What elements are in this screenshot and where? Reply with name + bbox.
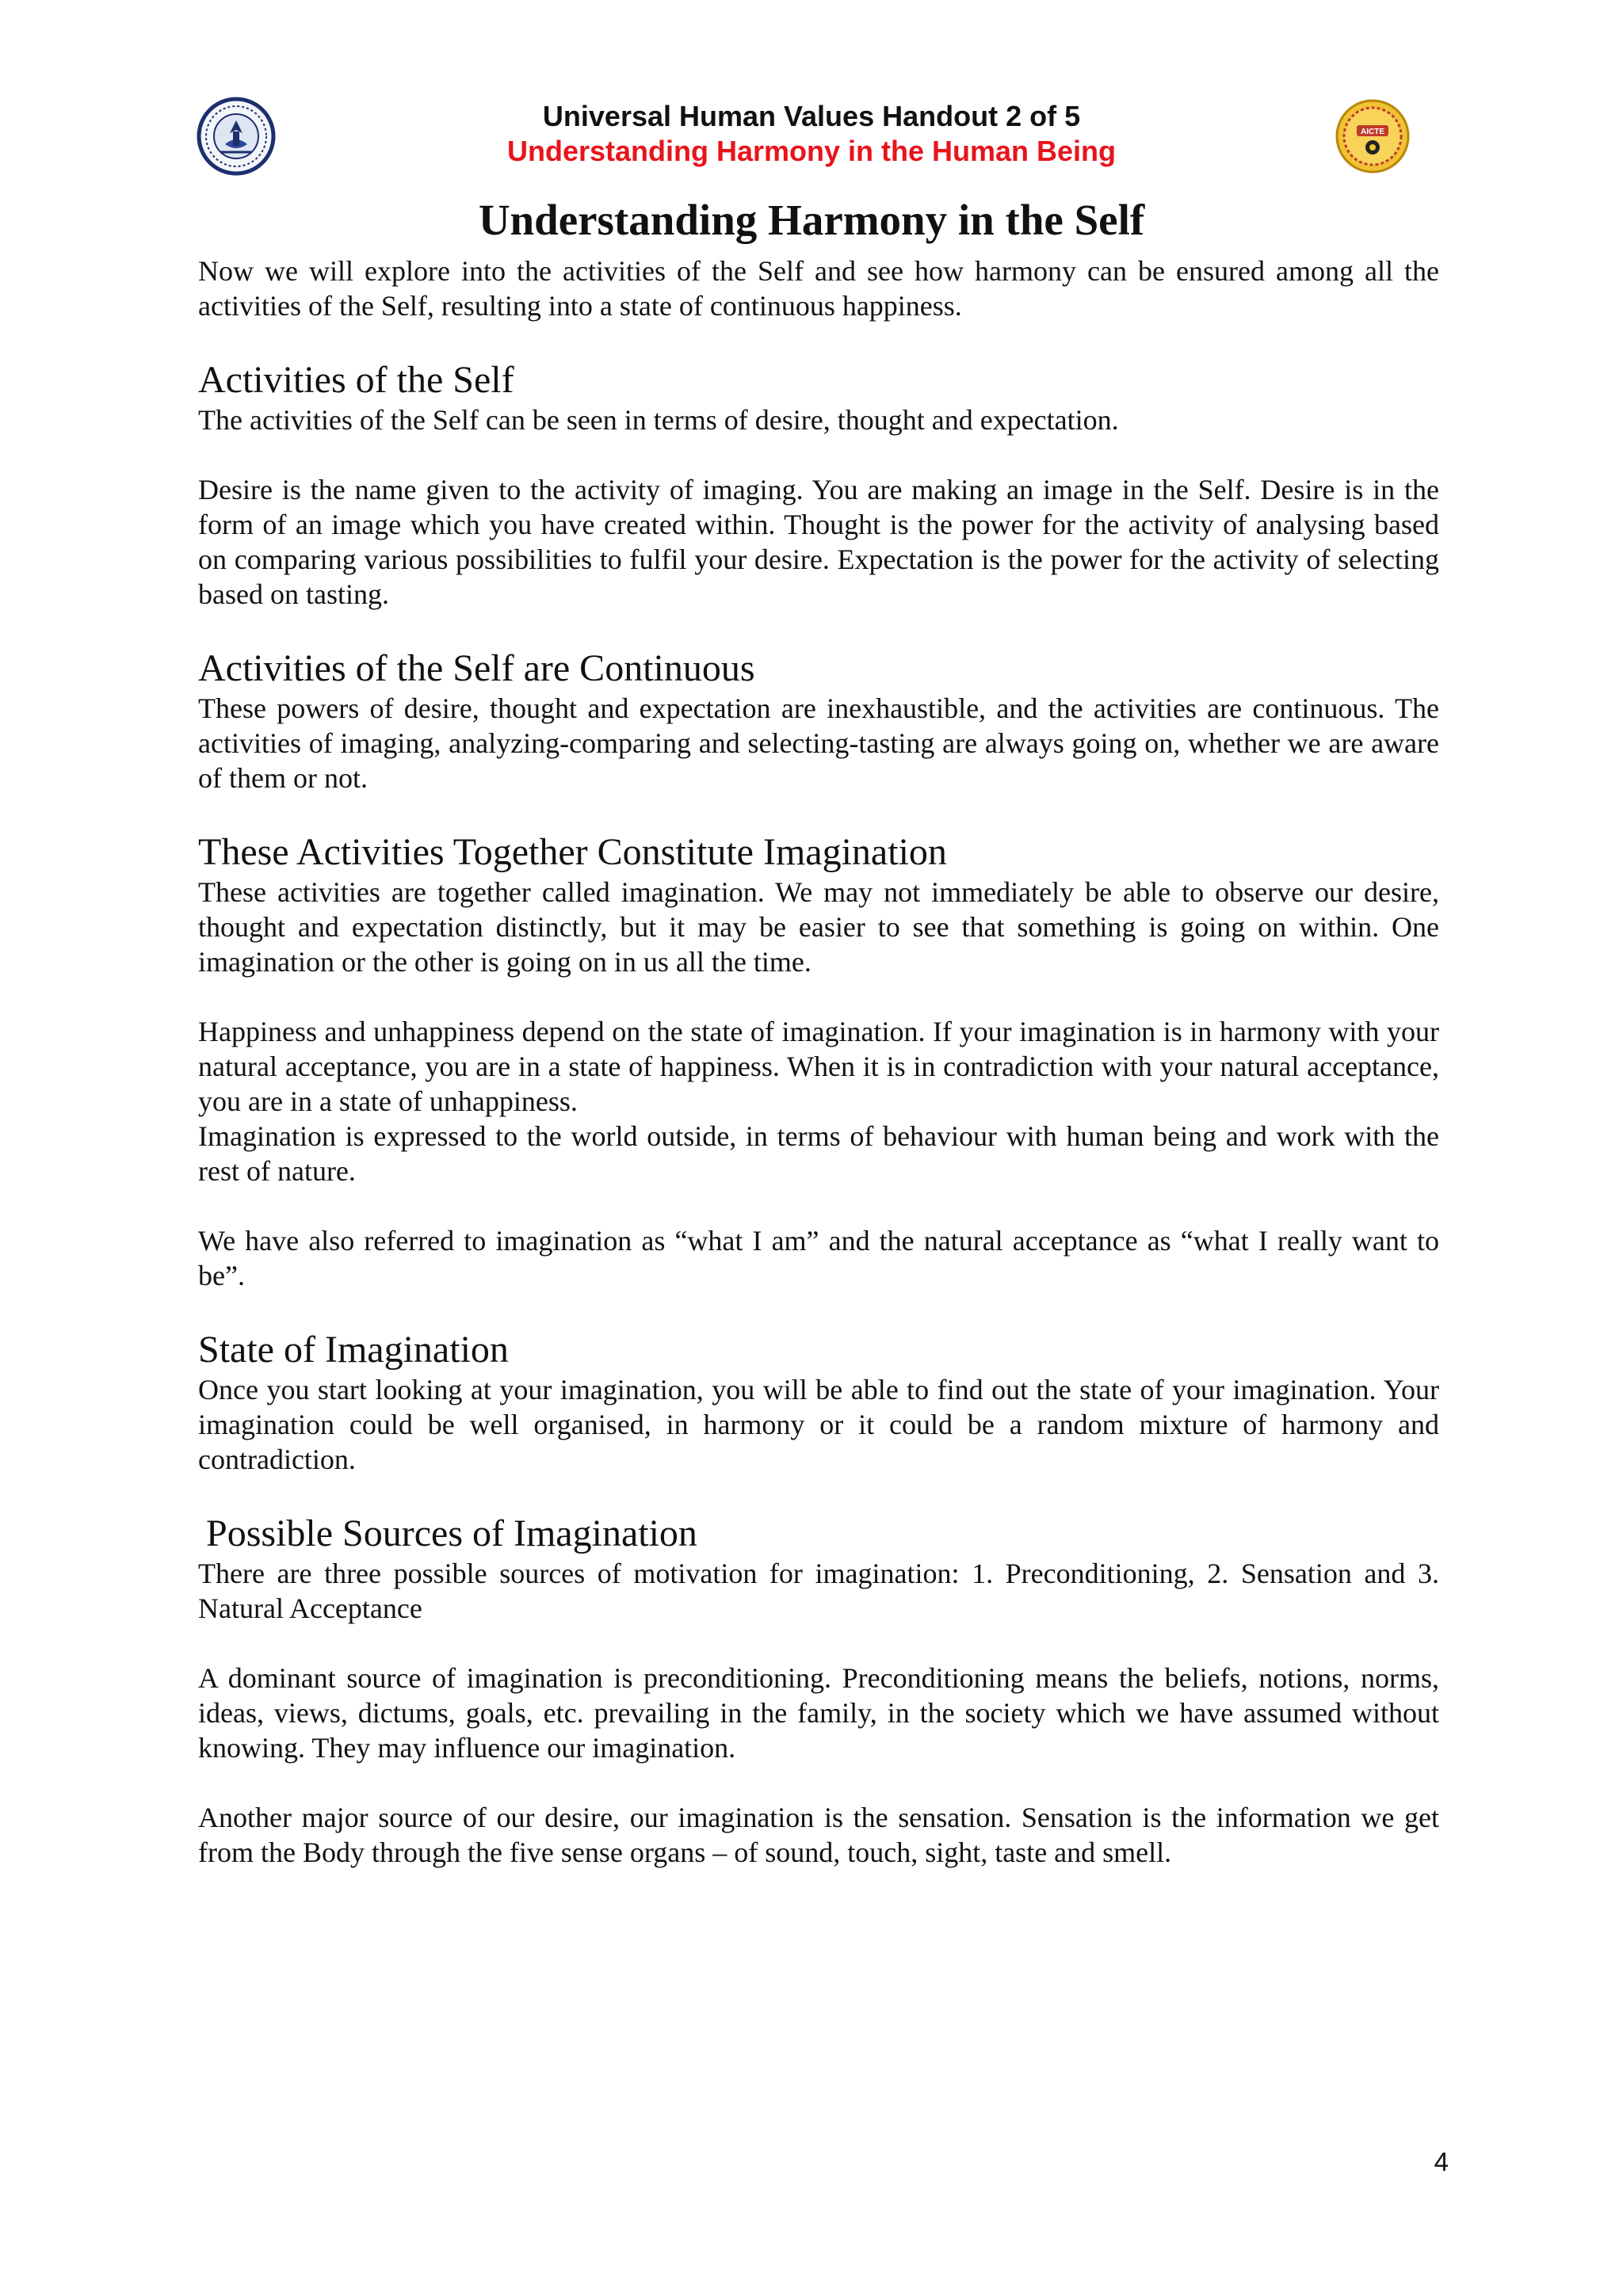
svg-text:AICTE: AICTE [1361,128,1384,136]
handout-series-title: Universal Human Values Handout 2 of 5 [542,100,1081,132]
section-heading-imagination: These Activities Together Constitute Imagination [198,831,947,873]
paragraph: These activities are together called imagination. We may not immediately be able to observe our desire, thought and expectation distinctly, but it may be easier to see that something is going on within. One imagination or the other is going on in us all the time. [198,876,1439,978]
paragraph: There are three possible sources of motivation for imagination: 1. Preconditioning, 2. Sensation and 3. Natural Acceptance [198,1558,1439,1624]
section-heading-state: State of Imagination [198,1329,509,1371]
section-heading-sources: Possible Sources of Imagination [206,1512,697,1554]
paragraph: Another major source of our desire, our imagination is the sensation. Sensation is the information we get from the Body through the five sense organs – of sound, touch, sight, taste and smell. [198,1802,1439,1868]
page-title: Understanding Harmony in the Self [478,196,1145,244]
paragraph: Happiness and unhappiness depend on the state of imagination. If your imagination is in harmony with your natural acceptance, you are in a state of happiness. When it is in contradiction with your natural acceptance, you are in a state of unhappiness. [198,1016,1439,1117]
paragraph: A dominant source of imagination is preconditioning. Preconditioning means the beliefs, notions, norms, ideas, views, dictums, goals, etc. prevailing in the family, in the society which we have assumed without knowing. They may influence our imagination. [198,1662,1439,1764]
paragraph: We have also referred to imagination as “what I am” and the natural acceptance as “what I really want to be”. [198,1225,1439,1291]
handout-subtitle: Understanding Harmony in the Human Being [506,135,1117,167]
section-heading-activities: Activities of the Self [198,359,514,401]
paragraph: Once you start looking at your imagination, you will be able to find out the state of your imagination. Your imagination could be well organised, in harmony or it could be a random mixture of harmony and contradiction. [198,1374,1439,1475]
section-heading-continuous: Activities of the Self are Continuous [198,647,755,689]
paragraph: Desire is the name given to the activity of imaging. You are making an image in the Self. Desire is in the form of an image which you have created within. Thought is the power for the activity of analysing based on comparing various possibilities to fulfil your desire. Expectation is the power for the activity of selecting based on tasting. [198,474,1439,610]
paragraph: The activities of the Self can be seen in terms of desire, thought and expectation. [198,404,1119,436]
document-body [198,254,1439,1905]
paragraph: These powers of desire, thought and expectation are inexhaustible, and the activities are continuous. The activities of imaging, analyzing-comparing and selecting-tasting are always going on, whether we are aware of them or not. [198,692,1439,794]
page-number: 4 [1434,2147,1449,2176]
paragraph: Imagination is expressed to the world outside, in terms of behaviour with human being and work with the rest of nature. [198,1120,1439,1187]
intro-paragraph: Now we will explore into the activities of the Self and see how harmony can be ensured among all the activities of the Self, resulting into a state of continuous happiness. [198,255,1439,322]
